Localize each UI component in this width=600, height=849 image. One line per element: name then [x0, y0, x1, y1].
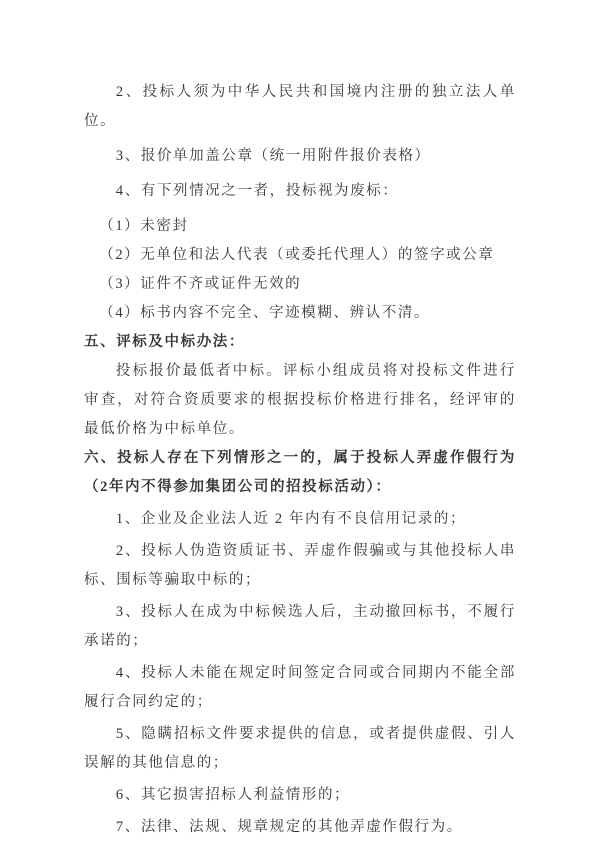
- invalid-bid-case-3: （3）证件不齐或证件无效的: [99, 276, 302, 292]
- section-5-body: 投标报价最低者中标。评标小组成员将对投标文件进行审查，对符合资质要求的根据投标价格进行排名，经评审的最低价格为中标单位。: [84, 363, 516, 437]
- section-6-heading: 六、投标人存在下列情形之一的，属于投标人弄虚作假行为（2年内不得参加集团公司的招投标活动）：: [84, 450, 516, 495]
- clause-item-3: 3、报价单加盖公章（统一用附件报价表格）: [115, 148, 431, 164]
- violation-item-1: 1、企业及企业法人近 2 年内有不良信用记录的；: [115, 511, 467, 527]
- violation-item-4: 4、投标人未能在规定时间签定合同或合同期内不能全部履行合同约定的；: [84, 665, 516, 710]
- invalid-bid-case-1: （1）未密封: [99, 218, 189, 234]
- clause-item-2: 2、投标人须为中华人民共和国境内注册的独立法人单位。: [84, 84, 516, 129]
- violation-item-2: 2、投标人伪造资质证书、弄虚作假骗或与其他投标人串标、围标等骗取中标的；: [84, 543, 516, 588]
- violation-item-6: 6、其它损害招标人利益情形的；: [115, 787, 351, 803]
- violation-item-3: 3、投标人在成为中标候选人后，主动撤回标书，不履行承诺的；: [84, 604, 516, 649]
- invalid-bid-case-2: （2）无单位和法人代表（或委托代理人）的签字或公章: [99, 247, 495, 263]
- invalid-bid-case-4: （4）标书内容不完全、字迹模糊、辨认不清。: [99, 305, 431, 321]
- violation-item-7: 7、法律、法规、规章规定的其他弄虚作假行为。: [115, 819, 463, 835]
- section-5-heading: 五、评标及中标办法：: [84, 334, 245, 350]
- violation-item-5: 5、隐瞒招标文件要求提供的信息，或者提供虚假、引人误解的其他信息的；: [84, 726, 516, 771]
- clause-item-4: 4、有下列情况之一者，投标视为废标：: [115, 183, 399, 199]
